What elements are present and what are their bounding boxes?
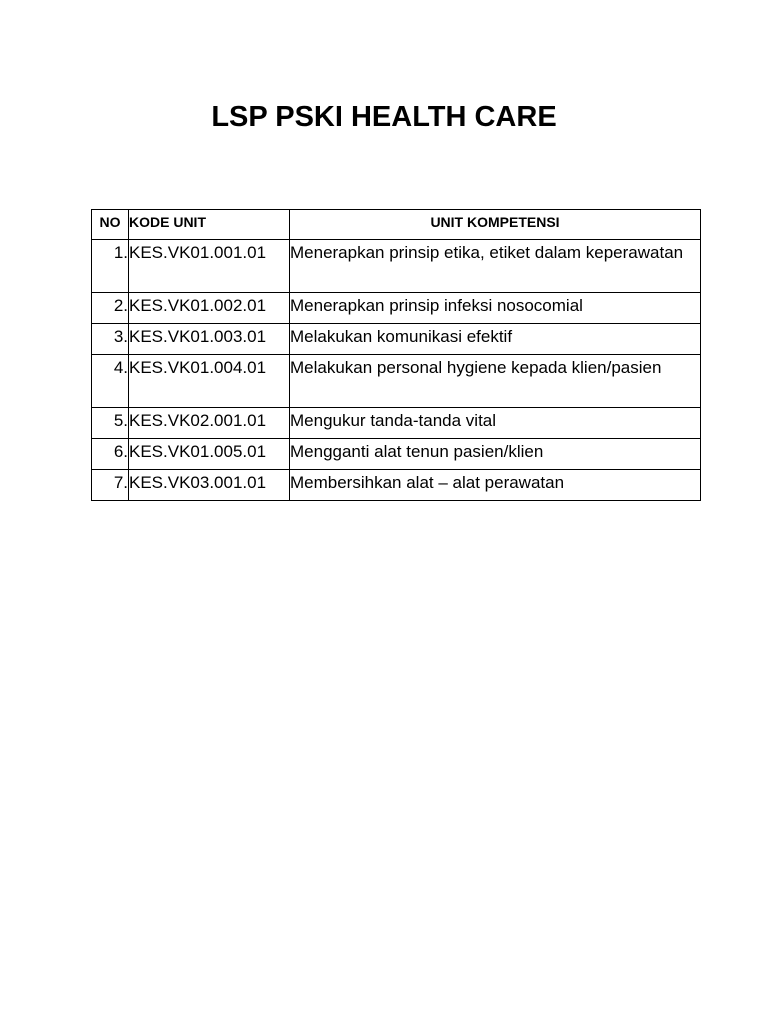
unit-code: KES.VK03.001.01: [129, 470, 290, 501]
row-number: 2.: [92, 293, 129, 324]
table-header-row: [92, 210, 701, 240]
unit-name: Melakukan personal hygiene kepada klien/pasien: [290, 355, 701, 408]
row-number: 3.: [92, 324, 129, 355]
header-code: KODE UNIT: [129, 210, 290, 240]
row-number: 7.: [92, 470, 129, 501]
row-number: 1.: [92, 240, 129, 293]
header-unit: UNIT KOMPETENSI: [290, 210, 701, 240]
unit-name: Menerapkan prinsip etika, etiket dalam keperawatan: [290, 240, 701, 293]
unit-code: KES.VK01.004.01: [129, 355, 290, 408]
table-row: [92, 470, 701, 501]
unit-code: KES.VK01.003.01: [129, 324, 290, 355]
unit-name: Mengganti alat tenun pasien/klien: [290, 439, 701, 470]
unit-name: Membersihkan alat – alat perawatan: [290, 470, 701, 501]
unit-name: Menerapkan prinsip infeksi nosocomial: [290, 293, 701, 324]
unit-code: KES.VK02.001.01: [129, 408, 290, 439]
unit-name: Melakukan komunikasi efektif: [290, 324, 701, 355]
row-number: 5.: [92, 408, 129, 439]
unit-code: KES.VK01.005.01: [129, 439, 290, 470]
page-title: LSP PSKI HEALTH CARE: [211, 101, 557, 133]
table-row: [92, 324, 701, 355]
row-number: 4.: [92, 355, 129, 408]
table-row: [92, 408, 701, 439]
row-number: 6.: [92, 439, 129, 470]
table-row: [92, 240, 701, 293]
unit-name: Mengukur tanda-tanda vital: [290, 408, 701, 439]
unit-code: KES.VK01.001.01: [129, 240, 290, 293]
table-row: [92, 439, 701, 470]
table-row: [92, 355, 701, 408]
header-no: NO: [92, 210, 129, 240]
unit-code: KES.VK01.002.01: [129, 293, 290, 324]
table-row: [92, 293, 701, 324]
competency-table: [91, 209, 701, 501]
